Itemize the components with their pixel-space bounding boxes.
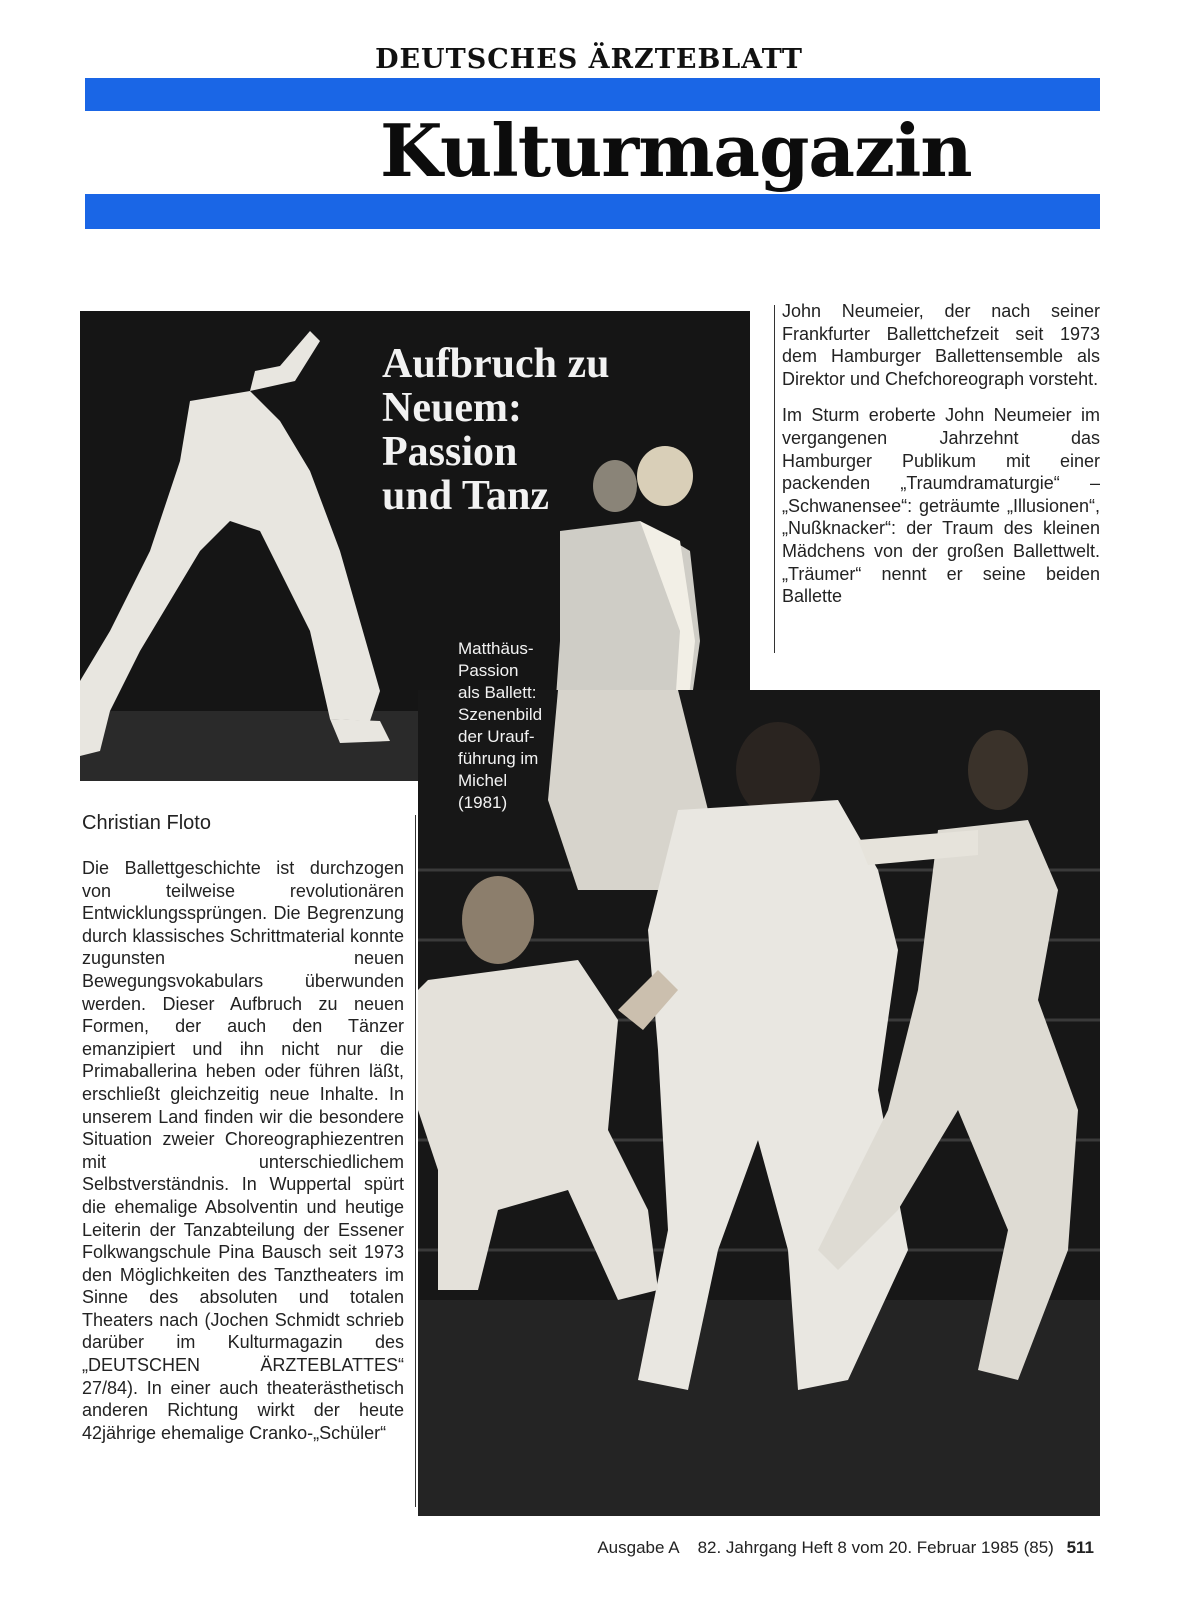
author-byline: Christian Floto [82, 812, 211, 834]
masthead: DEUTSCHES ÄRZTEBLATT [375, 44, 803, 75]
page-footer [519, 1538, 1094, 1558]
headline-line: Passion [382, 429, 518, 475]
paragraph: Im Sturm eroberte John Neumeier im vergangenen Jahrzehnt das Hamburger Publikum mit einer packenden „Traumdramaturgie“ – „Schwanensee“: geträumte „Illusionen“, „Nußknacker“: der Traum des kleinen Mädchens von der großen Ballettwelt. „Träumer“ nennt er seine beiden Ballette [782, 405, 1100, 607]
headline-line: Neuem: [382, 385, 522, 431]
headline-line: und Tanz [382, 473, 549, 519]
caption-line: Szenenbild [458, 705, 543, 724]
footer-edition: Ausgabe A [597, 1538, 679, 1557]
column-rule-left [415, 815, 416, 1507]
footer-issue: 82. Jahrgang Heft 8 vom 20. Februar 1985 (85) [697, 1538, 1054, 1557]
caption-line: (1981) [458, 793, 508, 812]
photo-caption [458, 638, 568, 814]
page-number: 511 [1066, 1538, 1094, 1557]
paragraph: John Neumeier, der nach seiner Frankfurter Ballettchefzeit seit 1973 dem Hamburger Ballettensemble als Direktor und Chefchoreograph vorsteht. [782, 301, 1100, 389]
article-headline [382, 342, 610, 518]
caption-line: Matthäus- [458, 639, 534, 658]
headline-line: Aufbruch zu [382, 341, 610, 387]
caption-line: als Ballett: [458, 683, 537, 702]
caption-line: der Urauf- [458, 727, 535, 746]
caption-line: führung im [458, 749, 539, 768]
blue-band-top [85, 78, 1100, 111]
column-rule-right [774, 305, 775, 653]
caption-line: Passion [458, 661, 519, 680]
blue-band-bottom [85, 194, 1100, 229]
caption-line: Michel [458, 771, 508, 790]
left-column-text: Die Ballettgeschichte ist durchzogen von teilweise revolutionären Entwicklungssprüngen. Die Begrenzung durch klassisches Schrittmaterial konnte zugunsten neuen Bewegungsvokabulars überwunden werden. Dieser Aufbruch zu neuen Formen, der auch den Tänzer emanzipiert und ihn nicht nur die Primaballerina heben oder führen läßt, erschließt gleichzeitig neue Inhalte. In unserem Land finden wir die besondere Situation zweier Choreographiezentren mit unterschiedlichem Selbstverständnis. In Wuppertal spürt die ehemalige Absolventin und heutige Leiterin der Tanzabteilung der Essener Folkwangschule Pina Bausch seit 1973 den Möglichkeiten des Tanztheaters im Sinne des absoluten und totalen Theaters nach (Jochen Schmidt schrieb darüber im Kulturmagazin des „DEUTSCHEN ÄRZTEBLATTES“ 27/84). In einer auch theaterästhetisch anderen Richtung wirkt der heute 42jährige ehemalige Cranko-„Schüler“ [82, 858, 404, 1443]
right-column-text [782, 300, 1100, 622]
section-title: Kulturmagazin [380, 108, 972, 193]
